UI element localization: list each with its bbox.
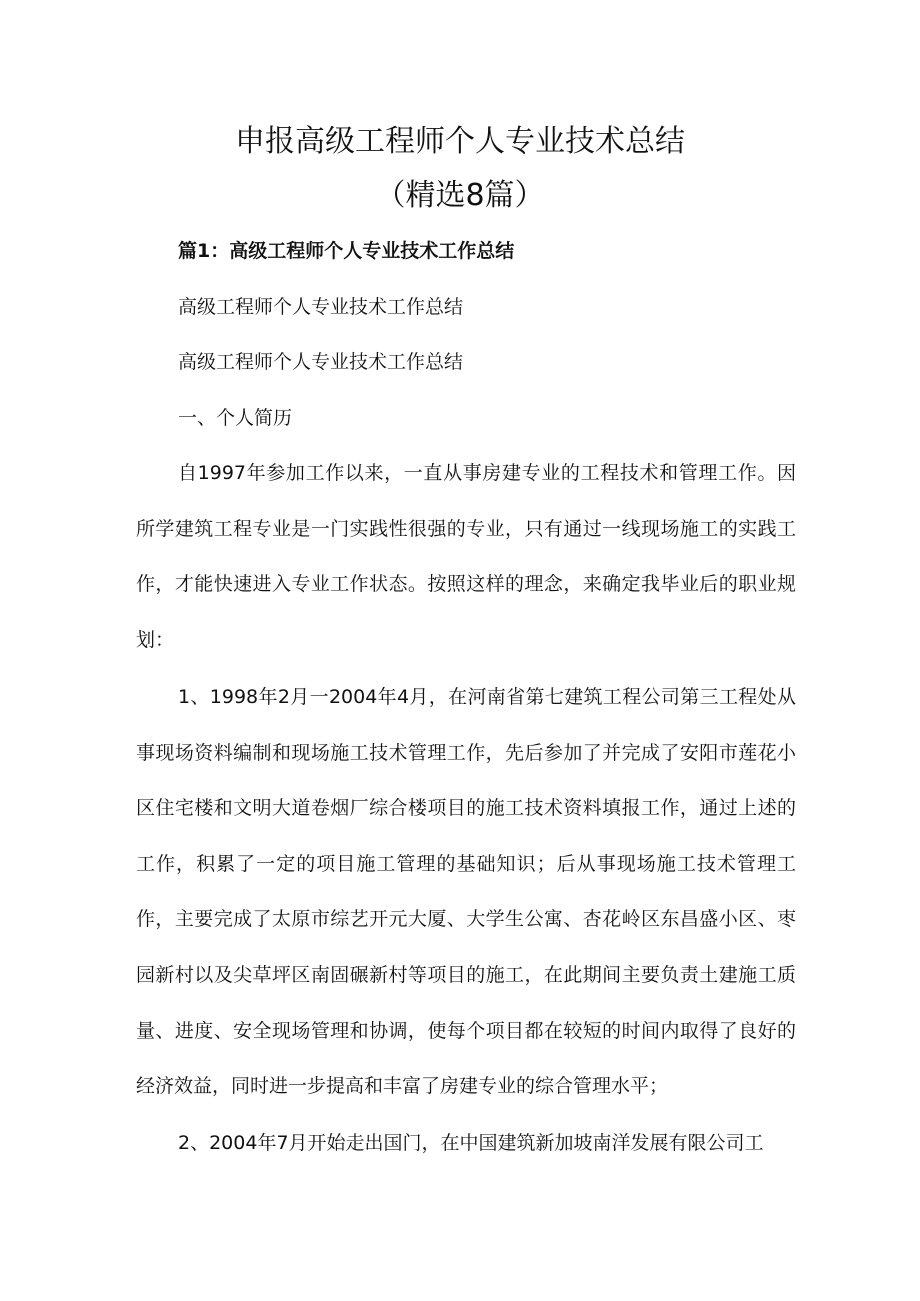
text-line-1: 高级工程师个人专业技术工作总结 xyxy=(178,296,464,318)
paragraph-1: 自1997年参加工作以来，一直从事房建专业的工程技术和管理工作。因所学建筑工程专业是一门实践性很强的专业，只有通过一线现场施工的实践工作，才能快速进入专业工作状态。按照这样的理念，来确定我毕业后的职业规划： xyxy=(136,462,796,651)
paragraph-2: 1、1998年2月一2004年4月，在河南省第七建筑工程公司第三工程处从事现场资料编制和现场施工技术管理工作，先后参加了并完成了安阳市莲花小区住宅楼和文明大道卷烟厂综合楼项目的施工技术资料填报工作，通过上述的工作，积累了一定的项目施工管理的基础知识；后从事现场施工技术管理工作，主要完成了太原市综艺开元大厦、大学生公寓、杏花岭区东昌盛小区、枣园新村以及尖草坪区南固碾新村等项目的施工，在此期间主要负责土建施工质量、进度、安全现场管理和协调，使每个项目都在较短的时间内取得了良好的经济效益，同时进一步提高和丰富了房建专业的综合管理水平； xyxy=(136,686,796,1098)
text-line-3: 一、个人简历 xyxy=(178,407,293,429)
text-line-2: 高级工程师个人专业技术工作总结 xyxy=(178,351,464,373)
document-subtitle: （精选8篇） xyxy=(375,178,545,213)
section-heading: 篇1：高级工程师个人专业技术工作总结 xyxy=(178,240,515,262)
paragraph-3: 2、2004年7月开始走出国门，在中国建筑新加坡南洋发展有限公司工 xyxy=(178,1132,764,1154)
document-title: 申报高级工程师个人专业技术总结 xyxy=(235,124,685,159)
